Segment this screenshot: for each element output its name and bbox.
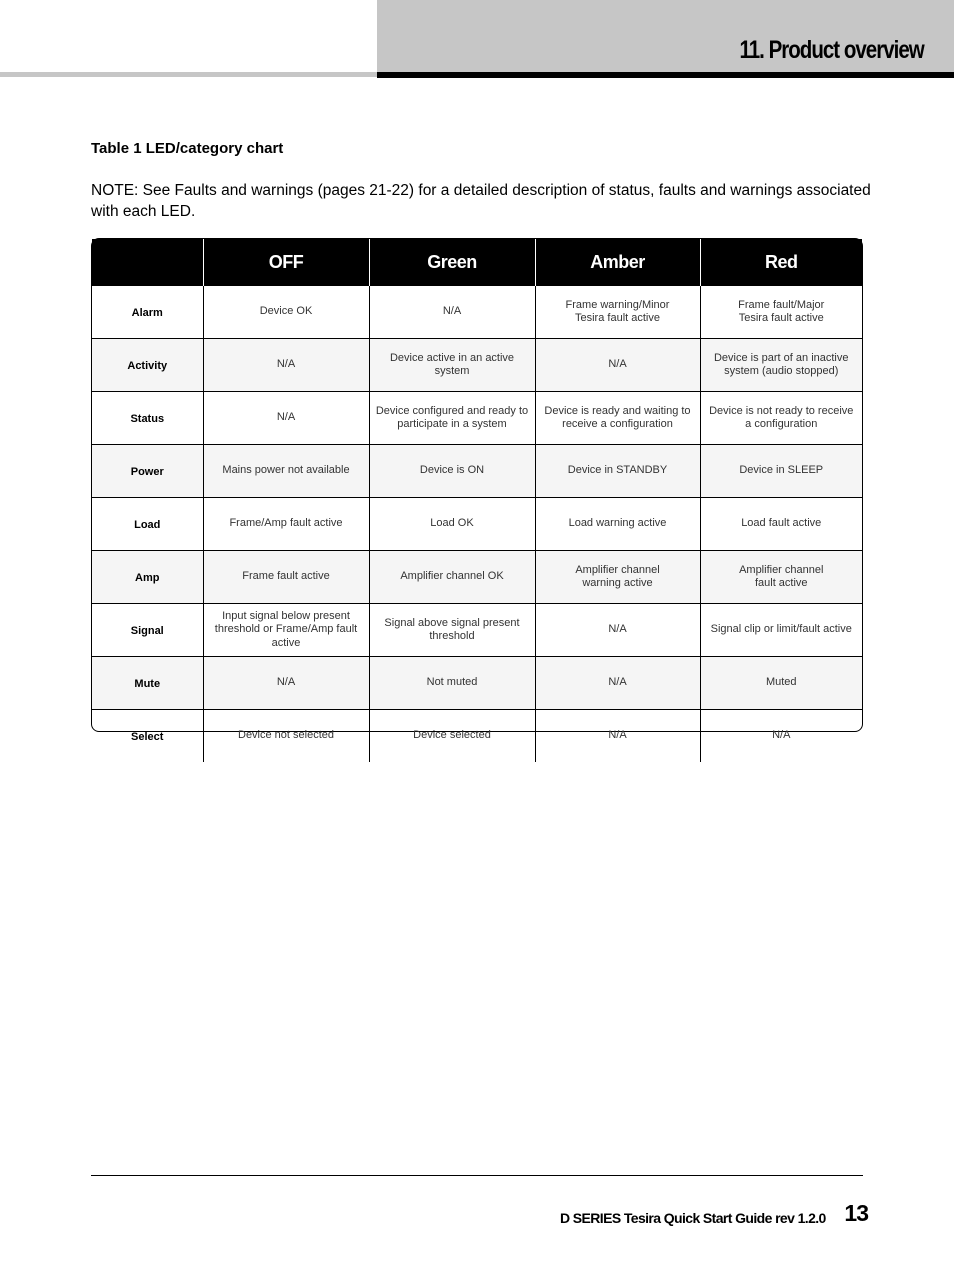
- cell-red: Signal clip or limit/fault active: [700, 604, 862, 657]
- cell-amber: N/A: [535, 604, 700, 657]
- cell-red: Load fault active: [700, 498, 862, 551]
- row-category-cell: Alarm: [92, 286, 203, 339]
- cell-off: Frame fault active: [203, 551, 369, 604]
- table-row: [92, 392, 862, 445]
- table-note: NOTE: See Faults and warnings (pages 21-22) for a detailed description of status, faults and warnings associated with each LED.: [91, 182, 871, 220]
- column-header-off: OFF: [203, 239, 369, 286]
- column-header-red: Red: [700, 239, 862, 286]
- cell-red: Amplifier channel fault active: [700, 551, 862, 604]
- footer-rule: [91, 1175, 863, 1176]
- column-header-green: Green: [369, 239, 535, 286]
- header-rule: [377, 72, 954, 78]
- cell-red: Device in SLEEP: [700, 445, 862, 498]
- cell-off: N/A: [203, 339, 369, 392]
- cell-amber: Frame warning/Minor Tesira fault active: [535, 286, 700, 339]
- table-row: [92, 286, 862, 339]
- footer-guide-title: D SERIES Tesira Quick Start Guide rev 1.2.0: [560, 1210, 826, 1226]
- row-category-cell: Status: [92, 392, 203, 445]
- row-category-cell: Select: [92, 710, 203, 763]
- cell-green: Device selected: [369, 710, 535, 763]
- table-row: [92, 551, 862, 604]
- cell-green: Not muted: [369, 657, 535, 710]
- column-header-category: [92, 239, 203, 286]
- row-category-cell: Signal: [92, 604, 203, 657]
- page-number: 13: [844, 1200, 868, 1226]
- cell-off: Mains power not available: [203, 445, 369, 498]
- led-category-table: [91, 238, 863, 743]
- table-row: [92, 498, 862, 551]
- row-category-cell: Mute: [92, 657, 203, 710]
- cell-red: Muted: [700, 657, 862, 710]
- row-category-cell: Amp: [92, 551, 203, 604]
- cell-amber: N/A: [535, 657, 700, 710]
- cell-off: Frame/Amp fault active: [203, 498, 369, 551]
- table-caption: Table 1 LED/category chart: [91, 140, 284, 157]
- row-category-cell: Load: [92, 498, 203, 551]
- cell-off: Input signal below present threshold or Frame/Amp fault active: [203, 604, 369, 657]
- cell-amber: N/A: [535, 710, 700, 763]
- cell-amber: Device is ready and waiting to receive a configuration: [535, 392, 700, 445]
- table-row: [92, 604, 862, 657]
- cell-green: N/A: [369, 286, 535, 339]
- cell-amber: Amplifier channel warning active: [535, 551, 700, 604]
- cell-green: Signal above signal present threshold: [369, 604, 535, 657]
- row-category-cell: Power: [92, 445, 203, 498]
- cell-amber: Load warning active: [535, 498, 700, 551]
- cell-green: Device active in an active system: [369, 339, 535, 392]
- section-title: 11. Product overview: [739, 36, 924, 64]
- column-header-amber: Amber: [535, 239, 700, 286]
- table-row: [92, 657, 862, 710]
- cell-off: N/A: [203, 392, 369, 445]
- table-row: [92, 445, 862, 498]
- cell-amber: Device in STANDBY: [535, 445, 700, 498]
- table-row: [92, 339, 862, 392]
- cell-green: Amplifier channel OK: [369, 551, 535, 604]
- cell-amber: N/A: [535, 339, 700, 392]
- cell-red: Device is not ready to receive a configuration: [700, 392, 862, 445]
- cell-off: N/A: [203, 657, 369, 710]
- cell-red: Frame fault/Major Tesira fault active: [738, 298, 825, 324]
- header-left-bar: [0, 72, 377, 77]
- table-row: [92, 710, 862, 763]
- cell-green: Load OK: [369, 498, 535, 551]
- cell-red: N/A: [700, 710, 862, 763]
- cell-off: Device not selected: [203, 710, 369, 763]
- cell-off: Device OK: [203, 286, 369, 339]
- row-category-cell: Activity: [92, 339, 203, 392]
- cell-red: Device is part of an inactive system (audio stopped): [700, 339, 862, 392]
- cell-green: Device is ON: [369, 445, 535, 498]
- table-header-row: [92, 239, 862, 286]
- cell-green: Device configured and ready to participate in a system: [369, 392, 535, 445]
